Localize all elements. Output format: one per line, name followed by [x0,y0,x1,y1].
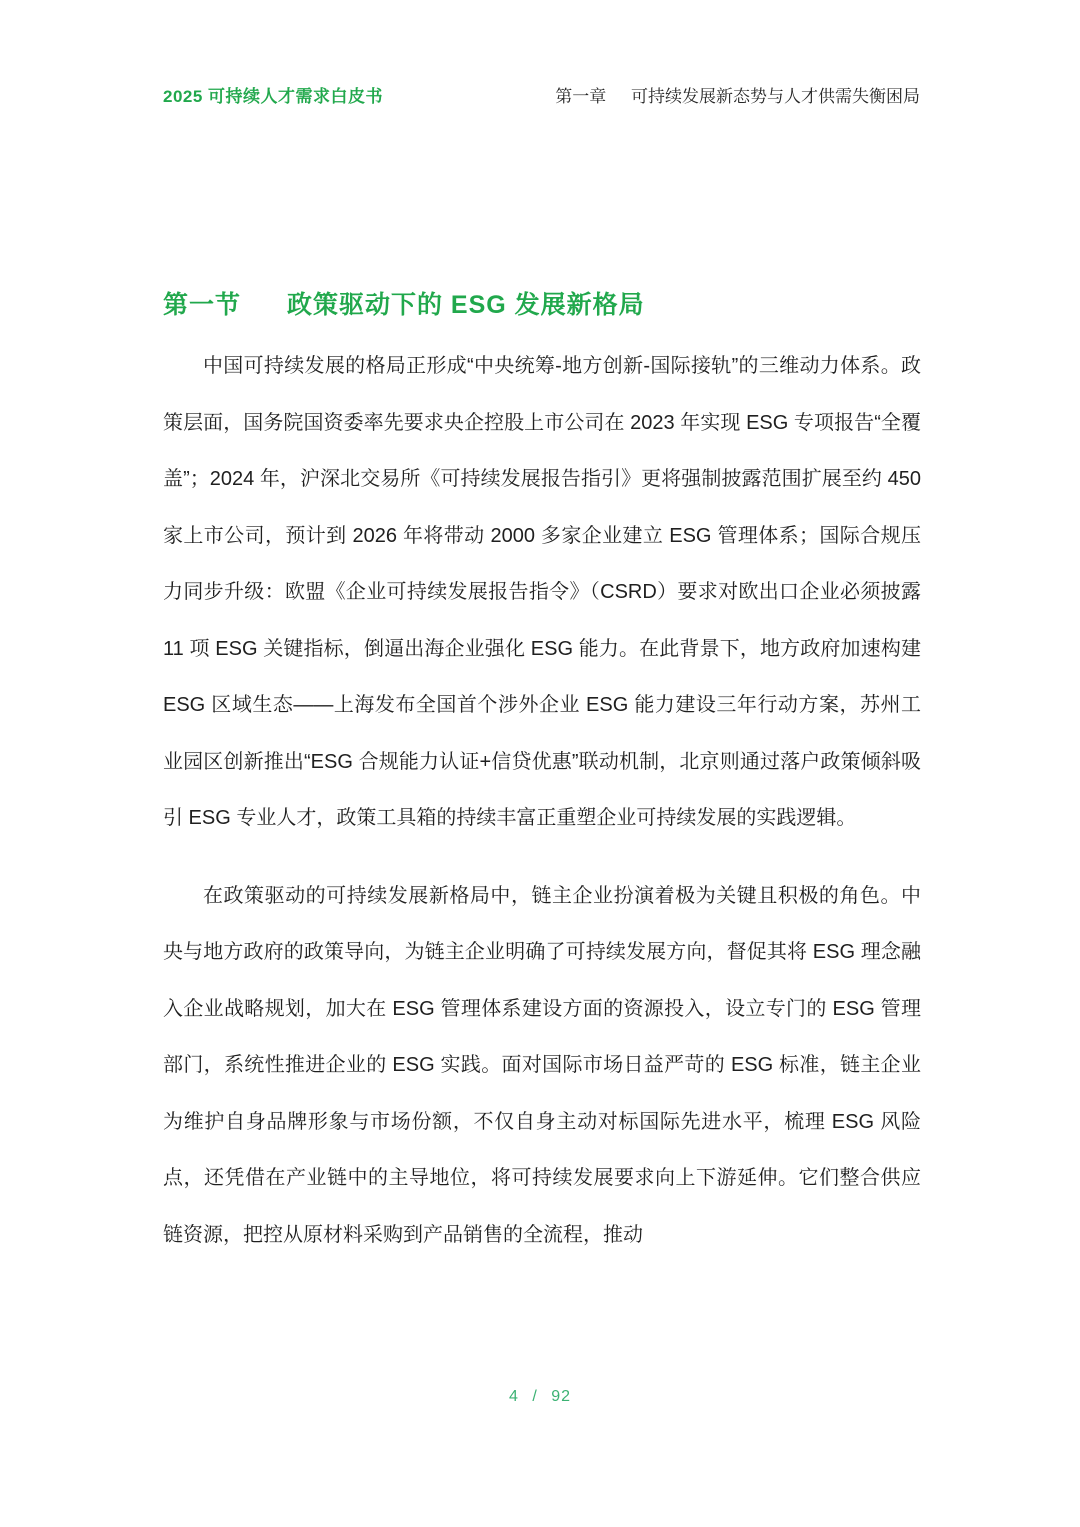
chapter-reference [555,82,920,107]
section-title: 政策驱动下的 ESG 发展新格局 [286,290,645,319]
paragraph: 在政策驱动的可持续发展新格局中，链主企业扮演着极为关键且积极的角色。中央与地方政府的政策导向，为链主企业明确了可持续发展方向，督促其将 ESG 理念融入企业战略规划，加大在 ESG 管理体系建设方面的资源投入，设立专门的 ESG 管理部门，系统性推进企业的 ESG 实践。面对国际市场日益严苛的 ESG 标准，链主企业为维护自身品牌形象与市场份额，不仅自身主动对标国际先进水平，梳理 ESG 风险点，还凭借在产业链中的主导地位，将可持续发展要求向上下游延伸。它们整合供应链资源，把控从原材料采购到产品销售的全流程，推动 [163,884,921,1246]
page-number-separator: / [532,1388,538,1405]
page-footer [0,1388,1080,1406]
page-number: 4 [508,1388,519,1405]
chapter-title: 可持续发展新态势与人才供需失衡困局 [631,87,920,106]
book-title: 2025 可持续人才需求白皮书 [163,87,384,106]
body-text [163,338,921,1284]
paragraph: 中国可持续发展的格局正形成“中央统筹-地方创新-国际接轨”的三维动力体系。政策层面，国务院国资委率先要求央企控股上市公司在 2023 年实现 ESG 专项报告“全覆盖”；2024 年，沪深北交易所《可持续发展报告指引》更将强制披露范围扩展至约 450 家上市公司，预计到 2026 年将带动 2000 多家企业建立 ESG 管理体系；国际合规压力同步升级：欧盟《企业可持续发展报告指令》（CSRD）要求对欧出口企业必须披露 11 项 ESG 关键指标，倒逼出海企业强化 ESG 能力。在此背景下，地方政府加速构建 ESG 区域生态——上海发布全国首个涉外企业 ESG 能力建设三年行动方案，苏州工业园区创新推出“ESG 合规能力认证+信贷优惠”联动机制，北京则通过落户政策倾斜吸引 ESG 专业人才，政策工具箱的持续丰富正重塑企业可持续发展的实践逻辑。 [163,355,921,829]
chapter-label: 第一章 [555,87,607,106]
page-total: 92 [551,1388,572,1405]
running-header [163,82,920,107]
section-heading [163,285,645,321]
section-number: 第一节 [163,290,242,319]
